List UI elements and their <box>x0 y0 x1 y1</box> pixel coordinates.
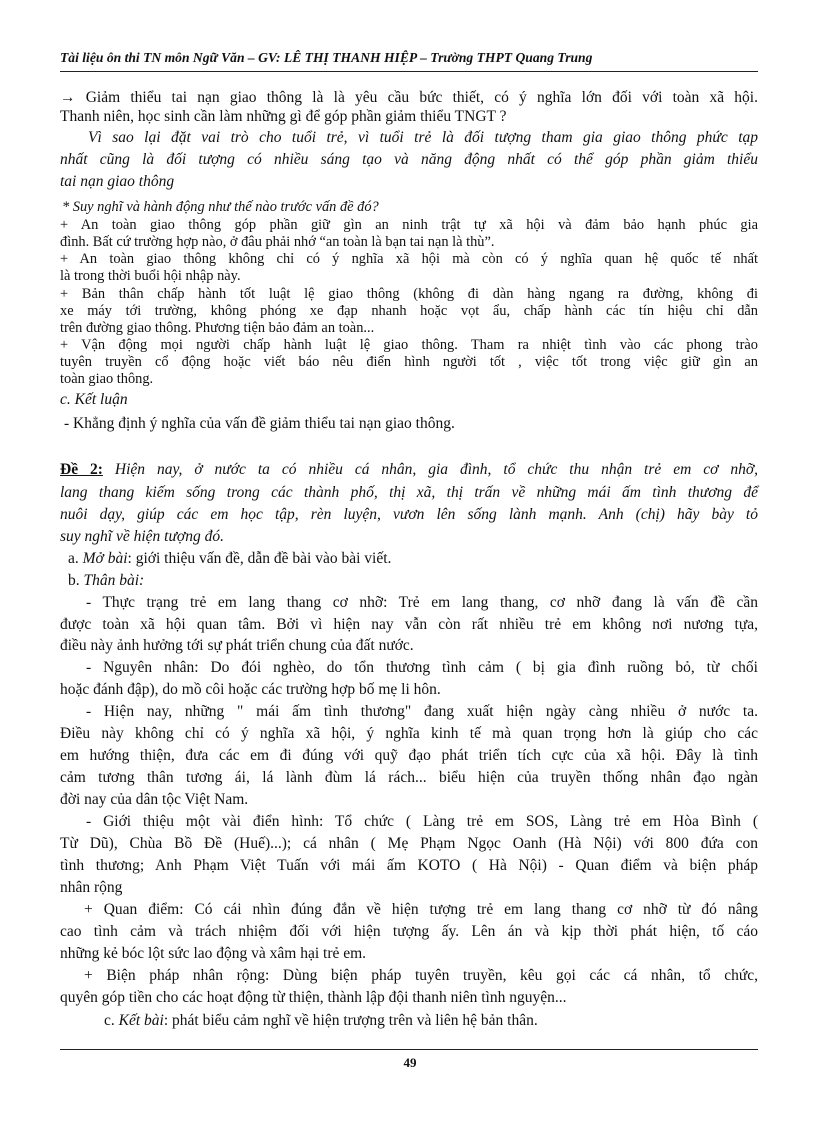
text-line: - Nguyên nhân: Do đói nghèo, do tổn thương tình cảm ( bị gia đình ruồng bỏ, từ chối <box>86 659 758 676</box>
text-line: Điều này không chỉ có ý nghĩa xã hội, ý nghĩa kinh tế mà quan trọng hơn là giúp cho các <box>60 725 758 742</box>
exercise-prompt: Hiện nay, ở nước ta có nhiều cá nhân, gia đình, tổ chức thu nhận trẻ em cơ nhỡ, <box>114 461 758 478</box>
text-line: cảm tương thân tương ái, lá lành đùm lá rách... biểu hiện của truyền thống nhân đạo ngàn <box>60 769 758 786</box>
outline-item-a: a. Mở bài: giới thiệu vấn đề, dẫn đề bài vào bài viết. <box>68 550 392 567</box>
text-line: cao tình cảm và trách nhiệm đối với hiện tượng ấy. Lên án và kịp thời phát hiện, tố cáo <box>60 923 758 940</box>
text-line: tuyên truyền cổ động hoặc viết báo nêu điển hình người tốt , việc tốt trong việc giữ gìn an <box>60 354 758 370</box>
text-line: - Hiện nay, những " mái ấm tình thương" đang xuất hiện ngày càng nhiều ở nước ta. <box>86 703 758 720</box>
header-divider <box>60 71 758 72</box>
text-line: → Giảm thiểu tai nạn giao thông là là yêu cầu bức thiết, có ý nghĩa lớn đối với toàn xã hội. <box>60 89 758 106</box>
text-line: quyên góp tiền cho các hoạt động từ thiện, thành lập đội thanh niên tình nguyện... <box>60 989 567 1006</box>
exercise-label: Đề 2: <box>60 461 103 478</box>
text-line: nhất cũng là đối tượng có nhiều sáng tạo và năng động nhất có thể góp phần giảm thiểu <box>60 151 758 168</box>
text-line: lang thang kiếm sống trong các thành phố, thị xã, thị trấn về những mái ấm tình thương để <box>60 484 758 501</box>
footer-divider <box>60 1049 758 1050</box>
page-number: 49 <box>403 1055 417 1070</box>
text-line: Vì sao lại đặt vai trò cho tuổi trẻ, vì tuổi trẻ là đối tượng tham gia giao thông phức tạp <box>88 129 758 146</box>
text-line: là trong thời buổi hội nhập này. <box>60 268 241 284</box>
section-heading: * Suy nghĩ và hành động như thế nào trước vấn đề đó? <box>62 199 379 215</box>
text-line: toàn giao thông. <box>60 371 154 387</box>
text-line: trên đường giao thông. Phương tiện bảo đảm an toàn... <box>60 320 375 336</box>
text-line: + Vận động mọi người chấp hành luật lệ giao thông. Tham ra nhiệt tình vào các phong trào <box>60 337 758 353</box>
text-line: - Thực trạng trẻ em lang thang cơ nhỡ: Trẻ em lang thang, cơ nhỡ đang là vấn đề cần <box>86 594 758 611</box>
text-line: Từ Dũ), Chùa Bồ Đề (Huế)...); cá nhân ( Mẹ Phạm Ngọc Oanh (Hà Nội) với 800 đứa con <box>60 835 758 852</box>
text-line: - Khẳng định ý nghĩa của vấn đề giảm thiểu tai nạn giao thông. <box>64 415 455 432</box>
text-line: - Giới thiệu một vài điển hình: Tổ chức ( Làng trẻ em SOS, Làng trẻ em Hòa Bình ( <box>86 813 758 830</box>
conclusion-label: c. Kết luận <box>60 391 128 408</box>
page-header: Tài liệu ôn thi TN môn Ngữ Văn – GV: LÊ THỊ THANH HIỆP – Trường THPT Quang Trung <box>60 50 593 65</box>
text-line: + Quan điểm: Có cái nhìn đúng đắn về hiện tượng trẻ em lang thang cơ nhỡ từ đó nâng <box>84 901 758 918</box>
text-line: xe máy tới trường, không phóng xe đạp nhanh hoặc vọt ẩu, chấp hành các tín hiệu chỉ dẫn <box>60 303 758 319</box>
text-line: điều này ảnh hưởng tới sự phát triển chung của đất nước. <box>60 637 414 654</box>
text-line: nuôi dạy, giúp các em học tập, rèn luyện, vươn lên sống lành mạnh. Anh (chị) hãy bày tỏ <box>60 506 758 523</box>
text-line: suy nghĩ về hiện tượng đó. <box>60 528 224 545</box>
text-line: Thanh niên, học sinh cần làm những gì để góp phần giảm thiểu TNGT ? <box>60 108 507 125</box>
text-line: + An toàn giao thông không chỉ có ý nghĩa xã hội mà còn có ý nghĩa quan hệ quốc tế nhất <box>60 251 758 267</box>
text-line: nhân rộng <box>60 879 123 896</box>
outline-item-b: b. Thân bài: <box>68 572 145 589</box>
text-line: em hướng thiện, đưa các em đi đúng với quỹ đạo phát triển tích cực của xã hội. Đây là tình <box>60 747 758 764</box>
section-prompt-line <box>60 460 758 480</box>
text-line: những kẻ bóc lột sức lao động và xâm hại trẻ em. <box>60 945 367 962</box>
text-line: + Bản thân chấp hành tốt luật lệ giao thông (không đi dàn hàng ngang ra đường, không đi <box>60 286 758 302</box>
text-line: + An toàn giao thông góp phần giữ gìn an ninh trật tự xã hội và đảm bảo hạnh phúc gia <box>60 217 758 233</box>
text-line: tình thương; Anh Phạm Việt Tuấn với mái ấm KOTO ( Hà Nội) - Quan điểm và biện pháp <box>60 857 758 874</box>
outline-item-c: c. Kết bài: phát biểu cảm nghĩ về hiện trượng trên và liên hệ bản thân. <box>104 1012 538 1029</box>
text-line: đời nay của dân tộc Việt Nam. <box>60 791 249 808</box>
text-line: + Biện pháp nhân rộng: Dùng biện pháp tuyên truyền, kêu gọi các cá nhân, tổ chức, <box>84 967 758 984</box>
text-line: hoặc đánh đập), do mồ côi hoặc các trường hợp bố mẹ li hôn. <box>60 681 441 698</box>
text-line: đình. Bất cứ trường hợp nào, ở đâu phải nhớ “an toàn là bạn tai nạn là thù”. <box>60 234 495 250</box>
text-line: được toàn xã hội quan tâm. Bởi vì hiện nay vẫn còn rất nhiều trẻ em không nơi nương tựa, <box>60 616 758 633</box>
text-line: tai nạn giao thông <box>60 173 175 190</box>
